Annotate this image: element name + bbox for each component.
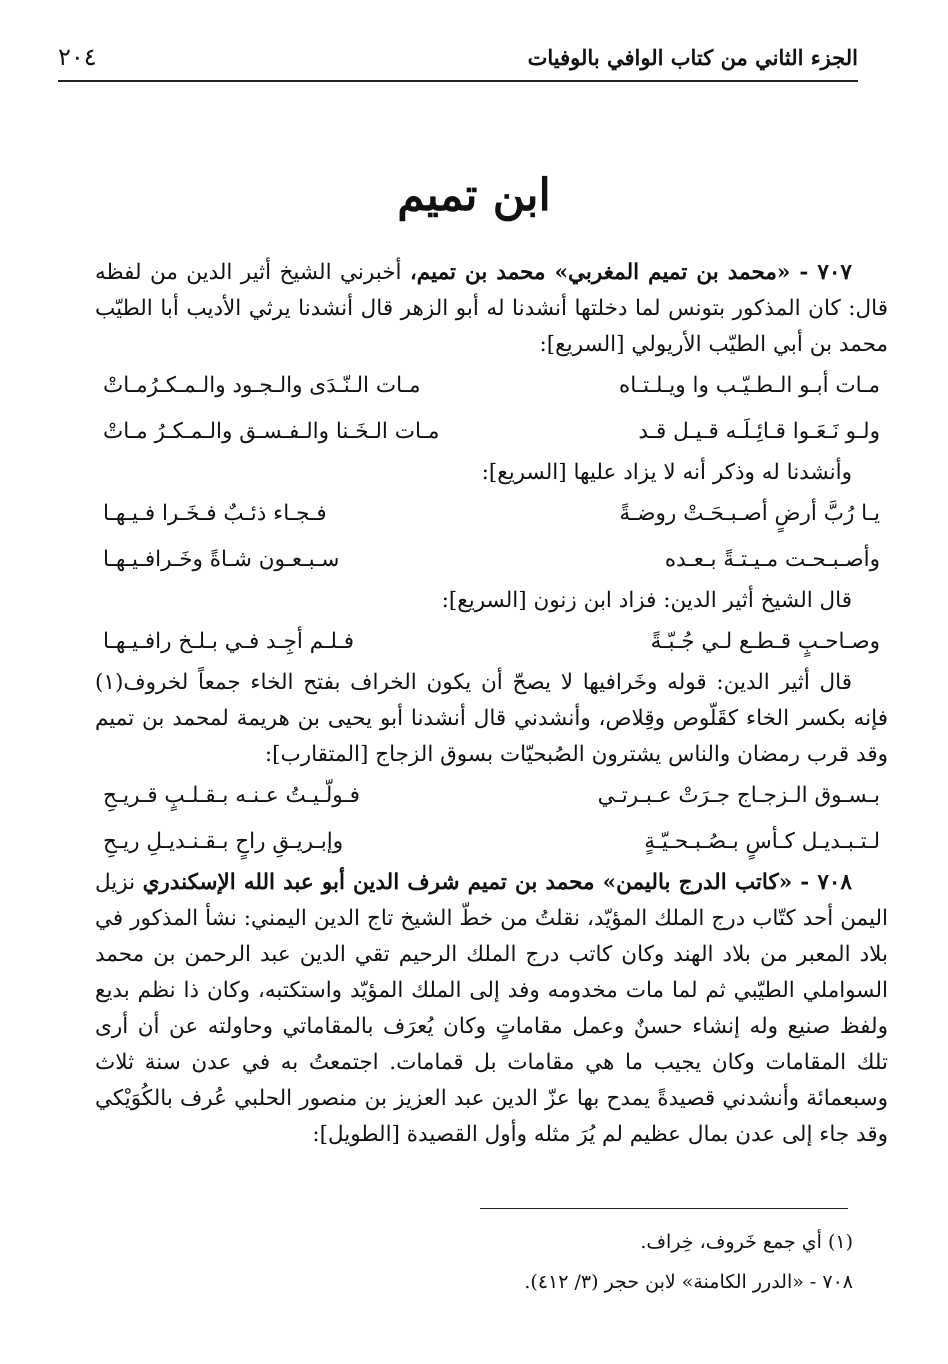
footnote: (١) أي جمع خَروف، خِراف. <box>640 1231 853 1253</box>
verse-line <box>95 773 888 819</box>
page-body <box>95 255 888 1153</box>
verse-second-hemistich: مـات الـخَـنا والـفـسـق والـمـكـرُ مـاتْ <box>103 419 440 444</box>
footnotes <box>95 1222 853 1302</box>
verse-second-hemistich: فـولّـيـتُ عـنـه بـقـلـبٍ قـريـحِ <box>103 783 360 808</box>
verse-second-hemistich: وإبـريـقِ راحٍ بـقـنـديـلِ ريـحِ <box>103 829 344 854</box>
verse-line <box>95 491 888 537</box>
entry-707-number: ٧٠٧ - <box>790 260 852 285</box>
poem-4 <box>95 773 888 865</box>
poem-1 <box>95 363 888 455</box>
verse-line <box>95 363 888 409</box>
entry-707-text: أخبرني الشيخ أثير الدين من لفظه قال: كان المذكور بتونس لما دخلتها أنشدنا له أبو الزهر قال أنشدنا يرثي الأديب أبا الطيّب محمد بن أبي الطيّب الأريولي [السريع]: <box>95 260 888 357</box>
verse-first-hemistich: ولـو نَـعَـوا قـائِـلَـه قـيـل قـد <box>638 419 880 444</box>
verse-first-hemistich: لـتـبـديـل كـأسٍ بـصُـبـحـيّـةٍ <box>644 829 880 854</box>
footnote: ٧٠٨ - «الدرر الكامنة» لابن حجر (٣/ ٤١٢). <box>524 1271 853 1293</box>
paragraph-2: وأنشدنا له وذكر أنه لا يزاد عليها [السريع]: <box>481 460 852 485</box>
verse-second-hemistich: مـات الـنّـدَى والـجـود والـمـكـرُمـاتْ <box>103 373 421 398</box>
entry-708 <box>95 865 888 1153</box>
poem-3 <box>95 619 888 665</box>
verse-line <box>95 619 888 665</box>
page-number: ٢٠٤ <box>58 43 97 71</box>
verse-first-hemistich: مـات أبـو الـطـيّـب وا ويـلـتـاه <box>618 373 880 398</box>
verse-line <box>95 409 888 455</box>
verse-first-hemistich: بـسـوق الـزجـاج جـرَتْ عـبـرتـي <box>597 783 880 808</box>
verse-second-hemistich: فـلـم أجِـد فـي بـلـخ رافـيـهـا <box>103 629 355 654</box>
verse-second-hemistich: سـبـعـون شـاةً وخَـرافـيـهـا <box>103 547 340 572</box>
paragraph-3: قال الشيخ أثير الدين: فزاد ابن زنون [السريع]: <box>441 588 852 613</box>
verse-first-hemistich: وصـاحـبٍ قـطـع لـي جُـبّـةً <box>650 629 880 654</box>
chapter-title: ابن تميم <box>397 170 551 221</box>
entry-707-intro <box>95 255 888 363</box>
entry-708-number: ٧٠٨ - <box>792 870 852 895</box>
page-header <box>58 34 858 82</box>
entry-707-heading: «محمد بن تميم المغربي» محمد بن تميم، <box>409 260 791 285</box>
verse-second-hemistich: فـجـاء ذئـبٌ فـخَـرا فـيـهـا <box>103 501 327 526</box>
paragraph-4: قال أثير الدين: قوله وخَرافيها لا يصحّ أن يكون الخراف بفتح الخاء جمعاً لخروف(١) فإنه بكسر الخاء كقَلّوص وقِلاص، وأنشدني قال أنشدنا أبو يحيى بن هريمة لمحمد بن تميم وقد قرب رمضان والناس يشترون الصُبحيّات بسوق الزجاج [المتقارب]: <box>95 670 888 767</box>
entry-708-heading: «كاتب الدرج باليمن» محمد بن تميم شرف الدين أبو عبد الله الإسكندري <box>142 870 793 895</box>
verse-first-hemistich: وأصـبـحـت مـيـتـةً بـعـده <box>664 547 880 572</box>
footnote-divider <box>480 1208 848 1209</box>
entry-708-text: نزيل اليمن أحد كتّاب درج الملك المؤيّد، نقلتُ من خطّ الشيخ تاج الدين اليمني: نشأ المذكور في بلاد المعبر من بلاد الهند وكان كاتب درج الملك الرحيم تقي الدين عبد الرحمن بن محمد السواملي الطيّبي ثم لما مات مخدومه وفد إلى الملك المؤيّد واستكتبه، وكان ذا نظم بديع ولفظ صنيع وله إنشاء حسنٌ وعمل مقاماتٍ وكان يُعرَف بالمقاماتي وحاولته عن أن أرى تلك المقامات وكان يجيب ما هي مقامات بل قمامات. اجتمعتُ به في عدن سنة ثلاث وسبعمائة وأنشدني قصيدةً يمدح بها عزّ الدين عبد العزيز بن منصور الحلبي عُرف بالكُوَيْكي وقد جاء إلى عدن بمال عظيم لم يُرَ مثله وأول القصيدة [الطويل]: <box>95 870 888 1147</box>
verse-line <box>95 537 888 583</box>
running-title: الجزء الثاني من كتاب الوافي بالوفيات <box>527 44 858 70</box>
poem-2 <box>95 491 888 583</box>
verse-first-hemistich: يـا رُبَّ أرضٍ أصـبـحَـتْ روضـةً <box>619 501 880 526</box>
verse-line <box>95 819 888 865</box>
